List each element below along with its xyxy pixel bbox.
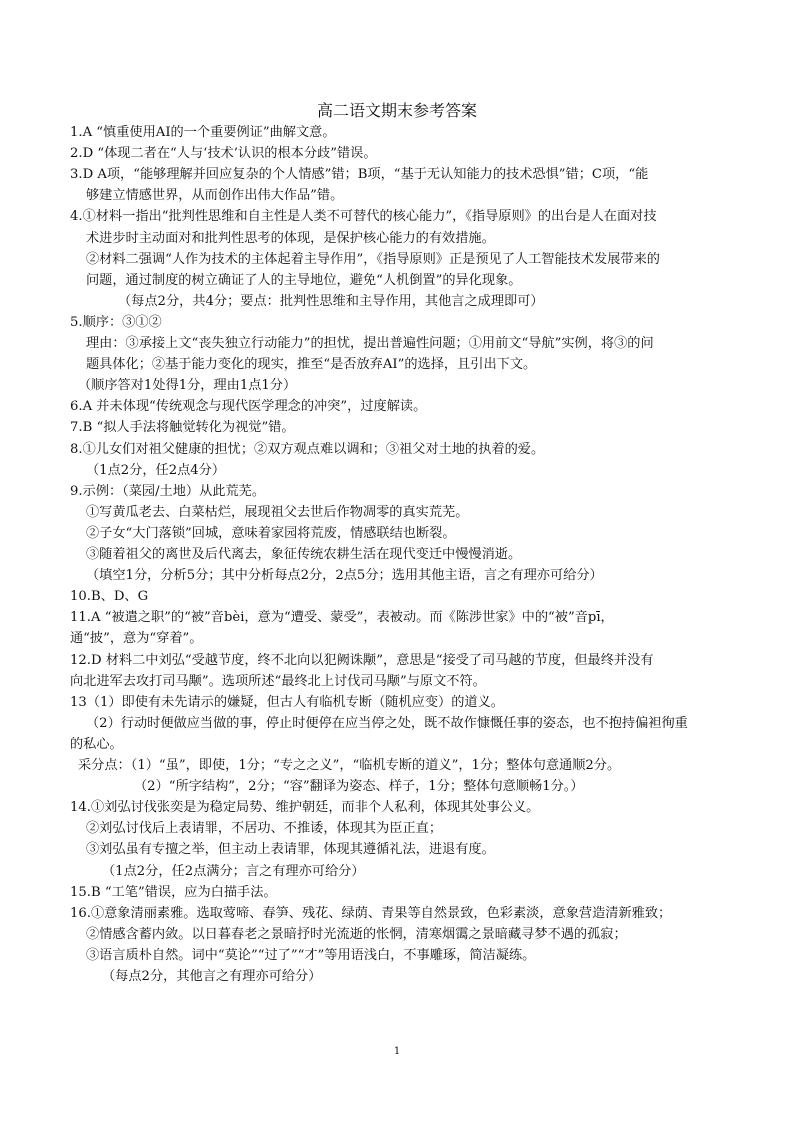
answer-line: ②子女“大门落锁”回城，意味着家园将荒废，情感联结也断裂。 <box>86 525 456 541</box>
answer-line: 通“披”，意为“穿着”。 <box>70 631 203 647</box>
answer-line: 术进步时主动面对和批判性思考的体现，是保护核心能力的有效措施。 <box>86 230 495 246</box>
answer-line: ①写黄瓜老去、白菜枯烂，展现祖父去世后作物凋零的真实荒芜。 <box>86 504 469 520</box>
answer-line: 11.A “被遣之职”的“被”音bèi，意为“遭受、蒙受”，表被动。而《陈涉世家》中的“被”音pī， <box>70 610 614 626</box>
answer-line: ②材料二强调“人作为技术的主体起着主导作用”，《指导原则》正是预见了人工智能技术发展带来的 <box>86 251 660 267</box>
answer-line: （1点2分，任2点满分；言之有理亦可给分） <box>102 863 365 879</box>
answer-line: ③随着祖父的离世及后代离去，象征传统农耕生活在现代变迁中慢慢消逝。 <box>86 547 522 562</box>
answer-line: 的私心。 <box>70 736 123 752</box>
answer-line: （填空1分，分析5分；其中分析每点2分，2点5分；选用其他主语，言之有理亦可给分） <box>86 568 603 584</box>
answer-line: 够建立情感世界，从而创作出伟大作品”错。 <box>86 188 344 204</box>
answer-line: 2.D “体现二者在“人与‘技术’认识的根本分歧”错误。 <box>70 146 377 162</box>
answer-line: 问题，通过制度的树立确证了人的主导地位，避免“人机倒置”的异化现象。 <box>86 272 522 288</box>
answer-line: 13（1）即使有未先请示的嫌疑，但古人有临机专断（随机应变）的道义。 <box>70 694 504 710</box>
answer-line: 3.D A项，“能够理解并回应复杂的个人情感”错；B项，“基于无认知能力的技术恐惧”错；C项，“能 <box>70 167 649 183</box>
answer-line: 理由：③承接上文“丧失独立行动能力”的担忧，提出普遍性问题；①用前文“导航”实例，将③的问 <box>86 336 654 351</box>
answer-line: 6.A 并未体现“传统观念与现代医学理念的冲突”，过度解读。 <box>70 399 427 415</box>
answer-line: ③语言质朴自然。词中“莫论”“过了”“才”等用语浅白，不事雕琢，简洁凝练。 <box>86 947 536 963</box>
page-title: 高二语文期末参考答案 <box>316 101 477 120</box>
answer-line: （1点2分，任2点4分） <box>86 462 226 478</box>
answer-line: 题具体化；②基于能力变化的现实，推至“是否放弃AI”的选择，且引出下文。 <box>86 357 537 373</box>
answer-line: （顺序答对1处得1分，理由1点1分） <box>78 378 297 394</box>
answer-line: 8.①儿女们对祖父健康的担忧；②双方观点难以调和；③祖父对土地的执着的爱。 <box>70 441 545 457</box>
answer-line: 1.A “慎重使用AI的一个重要例证”曲解文意。 <box>70 125 336 140</box>
answer-line: 9.示例：（菜园/土地）从此荒芜。 <box>70 483 266 499</box>
answer-line: 15.B “工笔”错误，应为白描手法。 <box>70 884 277 900</box>
answer-line: （每点2分，共4分；要点：批判性思维和主导作用，其他言之成理即可） <box>118 293 544 309</box>
answer-line: 7.B “拟人手法将触觉转化为视觉”错。 <box>70 420 295 436</box>
answer-line: 向北进军去攻打司马颙”。选项所述“最终北上讨伐司马颙”与原文不符。 <box>70 673 486 689</box>
answer-line: 14.①刘弘讨伐张奕是为稳定局势、维护朝廷，而非个人私利，体现其处事公义。 <box>70 800 540 816</box>
answer-line: （每点2分，其他言之有理亦可给分） <box>102 969 322 984</box>
answer-line: （2）行动时便做应当做的事，停止时便停在应当停之处，既不故作慷慨任事的姿态，也不抱持偏袒徇重 <box>86 715 688 731</box>
answer-line: 采分点：（1）“虽”，即使，1分；“专之之义”，“临机专断的道义”，1分；整体句意通顺2分。 <box>78 758 621 773</box>
answer-line: 12.D 材料二中刘弘“受越节度，终不北向以犯阙诛颙”，意思是“接受了司马越的节度，但最终并没有 <box>70 652 654 668</box>
answer-line: 10.B、D、G <box>70 589 149 605</box>
answer-line: 4.①材料一指出“批判性思维和自主性是人类不可替代的核心能力”，《指导原则》的出台是人在面对技 <box>70 209 657 225</box>
answer-line: 5.顺序：③①② <box>70 314 162 330</box>
answer-line: ②情感含蓄内敛。以日暮春老之景暗抒时光流逝的怅惘，清寒烟霭之景暗藏寻梦不遇的孤寂； <box>86 926 627 942</box>
answer-line: ②刘弘讨伐后上表请罪，不居功、不推诿，体现其为臣正直； <box>86 821 443 837</box>
answer-line: 16.①意象清丽素雅。选取莺啼、春笋、残花、绿荫、青果等自然景致，色彩素淡，意象营造清新雅致； <box>70 905 672 921</box>
answer-line: ③刘弘虽有专擅之举，但主动上表请罪，体现其遵循礼法，进退有度。 <box>86 842 495 858</box>
answer-line: （2）“所字结构”，2分；“容”翻译为姿态、样子，1分；整体句意顺畅1分。） <box>134 779 584 795</box>
page-number: 1 <box>393 1046 401 1057</box>
